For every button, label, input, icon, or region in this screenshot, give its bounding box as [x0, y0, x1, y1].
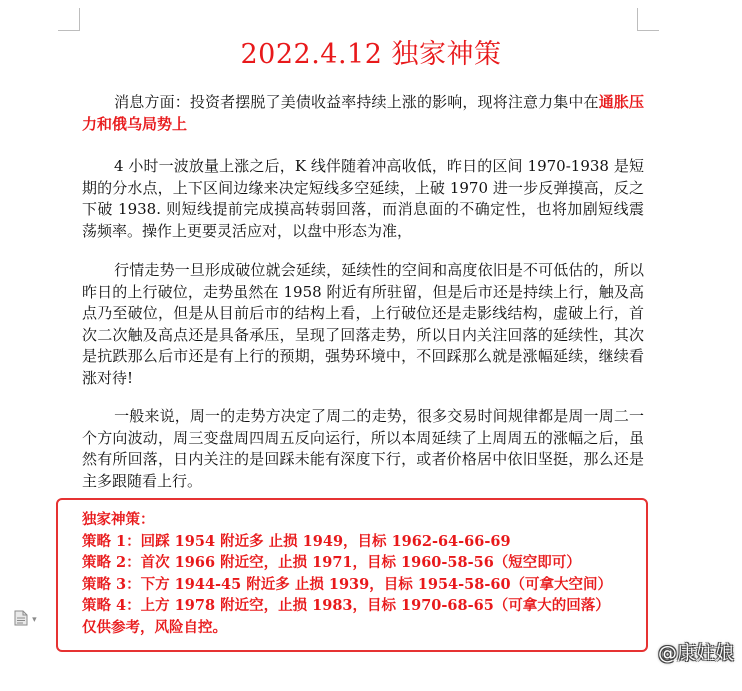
crop-mark-top-left-h — [58, 30, 80, 31]
strategy-3: 策略 3：下方 1944-45 附近多 止损 1939，目标 1954-58-60（可拿大空间） — [82, 575, 613, 593]
analysis-text: 4 小时一波放量上涨之后，K 线伴随着冲高收低，昨日的区间 1970-1938 是短期的分水点，上下区间边缘来决定短线多空延续，上破 1970 进一步反弹摸高，反之下破 1938. 则短线提前完成摸高转弱回落，而消息面的不确定性，也将加剧短线震荡频率。操作上更要灵活应对，以盘中形态为准， — [82, 157, 644, 240]
news-text: 消息方面：投资者摆脱了美债收益率持续上涨的影响，现将注意力集中在 — [114, 93, 599, 111]
crop-mark-top-left-v — [79, 8, 80, 31]
news-highlight: 通胀压力和俄乌局势上 — [82, 93, 644, 133]
paragraph-4h-analysis — [82, 156, 644, 242]
paragraph-news — [82, 92, 644, 135]
strategy-1: 策略 1：回踩 1954 附近多 止损 1949，目标 1962-64-66-69 — [82, 532, 511, 550]
crop-mark-top-right-v — [637, 8, 638, 31]
chevron-down-icon: ▾ — [32, 615, 37, 625]
paragraph-trend — [82, 260, 644, 390]
strategy-list — [82, 509, 642, 639]
document-icon[interactable] — [14, 610, 46, 630]
document-title: 2022.4.12 独家神策 — [240, 39, 502, 70]
strategy-2: 策略 2：首次 1966 附近空，止损 1971，目标 1960-58-56（短空即可） — [82, 554, 581, 572]
disclaimer: 仅供参考，风险自控。 — [82, 618, 227, 636]
trend-text: 行情走势一旦形成破位就会延续，延续性的空间和高度依旧是不可低估的，所以昨日的上行破位，走势虽然在 1958 附近有所驻留，但是后市还是持续上行，触及高点乃至破位，但是从目前后市的结构上看，上行破位还是走影线结构，虚破上行，首次二次触及高点还是具备承压，呈现了回落走势，所以日内关注回落的延续性，其次是抗跌那么后市还是有上行的预期，强势环境中，不回踩那么就是涨幅延续，继续看涨对待! — [82, 261, 644, 387]
strategy-heading: 独家神策： — [82, 511, 155, 528]
strategy-4: 策略 4：上方 1978 附近空，止损 1983，目标 1970-68-65（可拿大的回落） — [82, 597, 610, 615]
weekly-text: 一般来说，周一的走势方决定了周二的走势，很多交易时间规律都是周一周二一个方向波动，周三变盘周四周五反向运行，所以本周延续了上周周五的涨幅之后，虽然有所回落，日内关注的是回踩未能有深度下行，或者价格居中依旧坚挺，那么还是主多跟随看上行。 — [82, 407, 644, 490]
paragraph-weekly — [82, 406, 644, 492]
document-icon-glyph — [14, 610, 28, 626]
crop-mark-top-right-h — [637, 30, 659, 31]
watermark: @康妵娘 — [657, 642, 734, 664]
